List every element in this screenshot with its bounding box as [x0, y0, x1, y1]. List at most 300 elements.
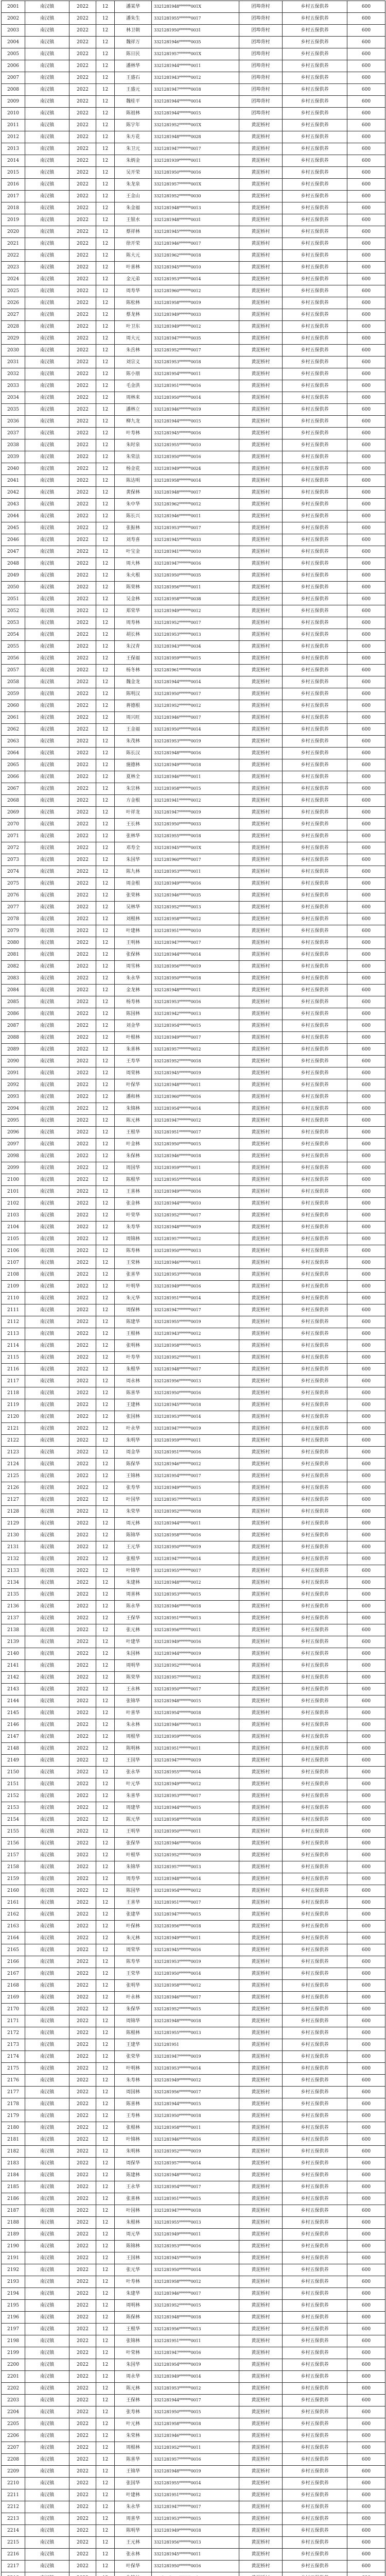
year-cell: 2022 [69, 546, 96, 558]
table-row [2, 1020, 385, 1032]
month-cell: 12 [96, 1755, 115, 1767]
category-cell: 乡村五保供养 [283, 605, 347, 617]
name-cell: 陈长兴 [115, 511, 152, 522]
name-cell: 周根华 [115, 1731, 152, 1743]
category-cell: 乡村五保供养 [283, 2454, 347, 2466]
amount-cell: 600 [347, 179, 385, 191]
row-number-cell: 2045 [2, 522, 25, 534]
village-cell: 黄泥桥村 [239, 1767, 283, 1778]
category-cell: 乡村五保供养 [283, 1790, 347, 1802]
town-cell: 南汉镇 [25, 155, 69, 167]
category-cell: 乡村五保供养 [283, 973, 347, 985]
name-cell: 朱永华 [115, 2501, 152, 2513]
town-cell: 南汉镇 [25, 1174, 69, 1186]
amount-cell: 600 [347, 2418, 385, 2430]
month-cell: 12 [96, 1447, 115, 1459]
row-number-cell: 2187 [2, 2205, 25, 2217]
row-number-cell: 2110 [2, 1293, 25, 1304]
month-cell: 12 [96, 1672, 115, 1684]
id-number-cell: 3321281952******0017 [152, 617, 239, 629]
table-row [2, 866, 385, 878]
category-cell: 乡村五保供养 [283, 499, 347, 511]
amount-cell: 600 [347, 1707, 385, 1719]
year-cell: 2022 [69, 1577, 96, 1589]
category-cell: 乡村五保供养 [283, 1316, 347, 1328]
category-cell: 乡村五保供养 [283, 2300, 347, 2312]
table-row [2, 712, 385, 724]
month-cell: 12 [96, 1150, 115, 1162]
roster-table-body [2, 1, 385, 2576]
village-cell: 黄泥桥村 [239, 2134, 283, 2146]
village-cell: 黄泥桥村 [239, 1518, 283, 1530]
town-cell: 南汉镇 [25, 1565, 69, 1577]
name-cell: 张荣林 [115, 890, 152, 902]
id-number-cell: 3321281958******0018 [152, 1814, 239, 1826]
table-row [2, 368, 385, 380]
month-cell: 12 [96, 783, 115, 795]
row-number-cell: 2205 [2, 2418, 25, 2430]
month-cell: 12 [96, 120, 115, 131]
town-cell: 南汉镇 [25, 1518, 69, 1530]
id-number-cell: 3321281946******0017 [152, 712, 239, 724]
month-cell: 12 [96, 1980, 115, 1992]
year-cell: 2022 [69, 1873, 96, 1885]
amount-cell: 600 [347, 1684, 385, 1696]
id-number-cell: 3321281949******0018 [152, 759, 239, 771]
id-number-cell: 3321281956******0018 [152, 1921, 239, 1933]
name-cell: 周金根 [115, 878, 152, 890]
table-row [2, 1660, 385, 1672]
town-cell: 南汉镇 [25, 214, 69, 226]
village-cell: 黄泥桥村 [239, 1340, 283, 1352]
amount-cell: 600 [347, 1293, 385, 1304]
category-cell: 乡村五保供养 [283, 2513, 347, 2525]
town-cell: 南汉镇 [25, 1968, 69, 1980]
amount-cell: 600 [347, 2359, 385, 2371]
month-cell: 12 [96, 1506, 115, 1518]
amount-cell: 600 [347, 1826, 385, 1838]
table-row [2, 2004, 385, 2015]
town-cell: 南汉镇 [25, 2335, 69, 2347]
town-cell: 南汉镇 [25, 1139, 69, 1150]
name-cell: 陈祖林 [115, 108, 152, 120]
year-cell: 2022 [69, 1696, 96, 1707]
month-cell: 12 [96, 1850, 115, 1861]
month-cell: 12 [96, 1577, 115, 1589]
name-cell: 陈国华 [115, 1885, 152, 1897]
village-cell: 黄泥桥村 [239, 2039, 283, 2051]
category-cell: 乡村五保供养 [283, 2158, 347, 2170]
amount-cell: 600 [347, 238, 385, 250]
category-cell: 乡村五保供养 [283, 1304, 347, 1316]
category-cell: 乡村五保供养 [283, 2442, 347, 2454]
month-cell: 12 [96, 2430, 115, 2442]
row-number-cell: 2124 [2, 1459, 25, 1470]
village-cell: 黄泥桥村 [239, 1589, 283, 1601]
year-cell: 2022 [69, 451, 96, 463]
id-number-cell: 3321281954******0017 [152, 2181, 239, 2193]
year-cell: 2022 [69, 285, 96, 297]
village-cell: 黄泥桥村 [239, 2371, 283, 2383]
table-row [2, 274, 385, 285]
year-cell: 2022 [69, 2027, 96, 2039]
amount-cell: 600 [347, 2395, 385, 2406]
table-row [2, 1150, 385, 1162]
village-cell: 黄泥桥村 [239, 368, 283, 380]
category-cell: 乡村五保供养 [283, 653, 347, 665]
year-cell: 2022 [69, 1304, 96, 1316]
amount-cell: 600 [347, 2513, 385, 2525]
id-number-cell: 3321281943******0012 [152, 72, 239, 84]
table-row [2, 795, 385, 807]
year-cell: 2022 [69, 724, 96, 736]
village-cell: 黄泥桥村 [239, 522, 283, 534]
town-cell: 南汉镇 [25, 617, 69, 629]
year-cell: 2022 [69, 961, 96, 973]
table-row [2, 1067, 385, 1079]
amount-cell: 600 [347, 2489, 385, 2501]
category-cell: 乡村五保供养 [283, 759, 347, 771]
town-cell: 南汉镇 [25, 451, 69, 463]
village-cell: 黄泥桥村 [239, 1731, 283, 1743]
id-number-cell: 3321281947******0014 [152, 1553, 239, 1565]
table-row [2, 913, 385, 925]
name-cell: 张荣华 [115, 2051, 152, 2063]
amount-cell: 600 [347, 1494, 385, 1506]
category-cell: 乡村五保供养 [283, 2406, 347, 2418]
month-cell: 12 [96, 700, 115, 712]
id-number-cell: 3321281944******0019 [152, 1648, 239, 1660]
month-cell: 12 [96, 2276, 115, 2288]
amount-cell: 600 [347, 2193, 385, 2205]
name-cell: 王永林 [115, 1684, 152, 1696]
amount-cell: 600 [347, 1541, 385, 1553]
month-cell: 12 [96, 214, 115, 226]
village-cell: 团埠背村 [239, 37, 283, 48]
amount-cell: 600 [347, 866, 385, 878]
table-row [2, 262, 385, 274]
category-cell: 乡村五保供养 [283, 1956, 347, 1968]
amount-cell: 600 [347, 2241, 385, 2252]
id-number-cell: 3321281955******0017 [152, 1565, 239, 1577]
category-cell: 乡村五保供养 [283, 1553, 347, 1565]
month-cell: 12 [96, 1707, 115, 1719]
name-cell: 张锦华 [115, 1696, 152, 1707]
row-number-cell: 2149 [2, 1755, 25, 1767]
amount-cell: 600 [347, 345, 385, 357]
village-cell: 黄泥桥村 [239, 842, 283, 854]
table-row [2, 1553, 385, 1565]
table-row [2, 1044, 385, 1056]
id-number-cell: 3321281950******0016 [152, 167, 239, 179]
name-cell: 陈保林 [115, 2312, 152, 2324]
month-cell: 12 [96, 2004, 115, 2015]
category-cell: 乡村五保供养 [283, 2347, 347, 2359]
row-number-cell: 2071 [2, 831, 25, 842]
table-row [2, 902, 385, 913]
id-number-cell: 3321281948******0019 [152, 2466, 239, 2478]
name-cell: 叶明华 [115, 1281, 152, 1293]
row-number-cell: 2088 [2, 1032, 25, 1044]
month-cell: 12 [96, 1, 115, 13]
town-cell: 南汉镇 [25, 1707, 69, 1719]
year-cell: 2022 [69, 748, 96, 759]
amount-cell: 600 [347, 499, 385, 511]
table-row [2, 297, 385, 309]
town-cell: 南汉镇 [25, 736, 69, 748]
month-cell: 12 [96, 475, 115, 487]
table-row [2, 1340, 385, 1352]
category-cell: 乡村五保供养 [283, 2430, 347, 2442]
village-cell: 黄泥桥村 [239, 866, 283, 878]
year-cell: 2022 [69, 2359, 96, 2371]
row-number-cell: 2053 [2, 617, 25, 629]
year-cell: 2022 [69, 2193, 96, 2205]
month-cell: 12 [96, 949, 115, 961]
id-number-cell: 3321281962******0018 [152, 250, 239, 262]
name-cell: 叶寿华 [115, 1352, 152, 1364]
amount-cell: 600 [347, 2158, 385, 2170]
year-cell: 2022 [69, 1767, 96, 1778]
month-cell: 12 [96, 2335, 115, 2347]
row-number-cell: 2113 [2, 1328, 25, 1340]
id-number-cell: 3321281953******0011 [152, 866, 239, 878]
amount-cell: 600 [347, 1245, 385, 1257]
village-cell: 黄泥桥村 [239, 1174, 283, 1186]
id-number-cell: 3321281957******0016 [152, 2454, 239, 2466]
amount-cell: 600 [347, 2466, 385, 2478]
row-number-cell: 2199 [2, 2347, 25, 2359]
id-number-cell: 3321281950******0035 [152, 570, 239, 582]
month-cell: 12 [96, 250, 115, 262]
id-number-cell: 3321281952******0030 [152, 191, 239, 202]
name-cell: 叶保华 [115, 2561, 152, 2572]
id-number-cell: 3321281947******0019 [152, 1423, 239, 1435]
village-cell: 团埠背村 [239, 48, 283, 60]
village-cell: 黄泥桥村 [239, 2087, 283, 2098]
amount-cell: 600 [347, 475, 385, 487]
village-cell: 黄泥桥村 [239, 2395, 283, 2406]
amount-cell: 600 [347, 1340, 385, 1352]
table-row [2, 2229, 385, 2241]
id-number-cell: 3321281955******0014 [152, 1174, 239, 1186]
id-number-cell: 3321281953******0017 [152, 522, 239, 534]
town-cell: 南汉镇 [25, 250, 69, 262]
year-cell: 2022 [69, 1980, 96, 1992]
id-number-cell: 3321281948******0013 [152, 202, 239, 214]
name-cell: 周建华 [115, 1802, 152, 1814]
village-cell: 黄泥桥村 [239, 1790, 283, 1802]
town-cell: 南汉镇 [25, 1364, 69, 1376]
category-cell: 乡村五保供养 [283, 594, 347, 605]
year-cell: 2022 [69, 202, 96, 214]
category-cell: 乡村五保供养 [283, 522, 347, 534]
name-cell: 魏金龙 [115, 676, 152, 688]
year-cell: 2022 [69, 1482, 96, 1494]
id-number-cell: 3321281945******0016 [152, 428, 239, 439]
category-cell: 乡村五保供养 [283, 1589, 347, 1601]
year-cell: 2022 [69, 807, 96, 819]
month-cell: 12 [96, 2525, 115, 2537]
name-cell: 潘林华 [115, 60, 152, 72]
name-cell: 周根林 [115, 2442, 152, 2454]
category-cell: 乡村五保供养 [283, 2098, 347, 2110]
table-row [2, 2098, 385, 2110]
year-cell: 2022 [69, 1245, 96, 1257]
village-cell: 黄泥桥村 [239, 996, 283, 1008]
town-cell: 南汉镇 [25, 1459, 69, 1470]
row-number-cell: 2190 [2, 2241, 25, 2252]
name-cell: 黄保林 [115, 487, 152, 499]
town-cell: 南汉镇 [25, 1044, 69, 1056]
amount-cell: 600 [347, 594, 385, 605]
town-cell: 南汉镇 [25, 771, 69, 783]
id-number-cell: 3321281949******0012 [152, 2075, 239, 2087]
name-cell: 朱荣林 [115, 2430, 152, 2442]
month-cell: 12 [96, 274, 115, 285]
town-cell: 南汉镇 [25, 1115, 69, 1127]
name-cell: 陈喜林 [115, 2098, 152, 2110]
village-cell: 黄泥桥村 [239, 226, 283, 238]
year-cell: 2022 [69, 1636, 96, 1648]
row-number-cell: 2055 [2, 641, 25, 653]
village-cell: 黄泥桥村 [239, 2004, 283, 2015]
month-cell: 12 [96, 1518, 115, 1530]
category-cell: 乡村五保供养 [283, 1399, 347, 1411]
row-number-cell: 2122 [2, 1435, 25, 1447]
id-number-cell: 3321281947******0016 [152, 2347, 239, 2359]
row-number-cell: 2117 [2, 1376, 25, 1387]
category-cell: 乡村五保供养 [283, 357, 347, 368]
category-cell: 乡村五保供养 [283, 1079, 347, 1091]
row-number-cell: 2103 [2, 1210, 25, 1222]
table-row [2, 1992, 385, 2004]
year-cell: 2022 [69, 1387, 96, 1399]
name-cell: 周保华 [115, 2158, 152, 2170]
row-number-cell: 2014 [2, 155, 25, 167]
name-cell: 叶建林 [115, 925, 152, 937]
category-cell: 乡村五保供养 [283, 226, 347, 238]
id-number-cell: 3321281948******0011 [152, 985, 239, 996]
name-cell: 施德林 [115, 759, 152, 771]
year-cell: 2022 [69, 1648, 96, 1660]
village-cell: 黄泥桥村 [239, 2217, 283, 2229]
table-row [2, 1921, 385, 1933]
amount-cell: 600 [347, 37, 385, 48]
category-cell: 乡村五保供养 [283, 996, 347, 1008]
town-cell: 南汉镇 [25, 2158, 69, 2170]
village-cell: 黄泥桥村 [239, 285, 283, 297]
table-row [2, 2359, 385, 2371]
name-cell: 周永林 [115, 1376, 152, 1387]
name-cell: 朱炳金 [115, 155, 152, 167]
category-cell: 乡村五保供养 [283, 13, 347, 25]
row-number-cell: 2174 [2, 2051, 25, 2063]
id-number-cell: 3321281951******0016 [152, 1447, 239, 1459]
year-cell: 2022 [69, 1257, 96, 1269]
village-cell: 黄泥桥村 [239, 1222, 283, 1233]
row-number-cell: 2198 [2, 2335, 25, 2347]
id-number-cell: 3321281948******0011 [152, 1079, 239, 1091]
village-cell: 黄泥桥村 [239, 1008, 283, 1020]
category-cell: 乡村五保供养 [283, 1103, 347, 1115]
row-number-cell: 2003 [2, 25, 25, 37]
month-cell: 12 [96, 416, 115, 428]
amount-cell: 600 [347, 1008, 385, 1020]
row-number-cell: 2038 [2, 439, 25, 451]
row-number-cell: 2207 [2, 2442, 25, 2454]
name-cell: 王荣华 [115, 1968, 152, 1980]
year-cell: 2022 [69, 499, 96, 511]
name-cell: 朱寿华 [115, 1222, 152, 1233]
amount-cell: 600 [347, 653, 385, 665]
category-cell: 乡村五保供养 [283, 1861, 347, 1873]
month-cell: 12 [96, 1387, 115, 1399]
id-number-cell: 3321281947******0019 [152, 1755, 239, 1767]
table-row [2, 179, 385, 191]
amount-cell: 600 [347, 2525, 385, 2537]
row-number-cell: 2021 [2, 238, 25, 250]
amount-cell: 600 [347, 1316, 385, 1328]
month-cell: 12 [96, 1790, 115, 1802]
table-row [2, 1885, 385, 1897]
month-cell: 12 [96, 1944, 115, 1956]
year-cell: 2022 [69, 2371, 96, 2383]
amount-cell: 600 [347, 807, 385, 819]
village-cell: 黄泥桥村 [239, 1233, 283, 1245]
month-cell: 12 [96, 878, 115, 890]
month-cell: 12 [96, 902, 115, 913]
row-number-cell: 2196 [2, 2312, 25, 2324]
row-number-cell: 2169 [2, 1992, 25, 2004]
row-number-cell: 2126 [2, 1482, 25, 1494]
amount-cell: 600 [347, 1257, 385, 1269]
category-cell: 乡村五保供养 [283, 1648, 347, 1660]
category-cell: 乡村五保供养 [283, 37, 347, 48]
id-number-cell: 3321281946******0019 [152, 404, 239, 416]
year-cell: 2022 [69, 1198, 96, 1210]
amount-cell: 600 [347, 1210, 385, 1222]
category-cell: 乡村五保供养 [283, 1, 347, 13]
year-cell: 2022 [69, 2324, 96, 2335]
year-cell: 2022 [69, 321, 96, 333]
table-row [2, 404, 385, 416]
row-number-cell [2, 2572, 25, 2576]
id-number-cell: 3321281957******001X [152, 179, 239, 191]
amount-cell: 600 [347, 202, 385, 214]
year-cell: 2022 [69, 1281, 96, 1293]
town-cell: 南汉镇 [25, 854, 69, 866]
year-cell: 2022 [69, 2051, 96, 2063]
amount-cell: 600 [347, 1873, 385, 1885]
amount-cell: 600 [347, 2264, 385, 2276]
town-cell: 南汉镇 [25, 2371, 69, 2383]
year-cell: 2022 [69, 380, 96, 392]
table-row [2, 1198, 385, 1210]
id-number-cell: 3321281952******0019 [152, 2146, 239, 2158]
town-cell: 南汉镇 [25, 2383, 69, 2395]
category-cell: 乡村五保供养 [283, 2075, 347, 2087]
table-row [2, 925, 385, 937]
id-number-cell: 3321281955******0014 [152, 2478, 239, 2489]
month-cell: 12 [96, 2347, 115, 2359]
row-number-cell: 2200 [2, 2359, 25, 2371]
amount-cell: 600 [347, 309, 385, 321]
amount-cell: 600 [347, 676, 385, 688]
amount-cell: 600 [347, 546, 385, 558]
table-row [2, 736, 385, 748]
village-cell: 黄泥桥村 [239, 676, 283, 688]
